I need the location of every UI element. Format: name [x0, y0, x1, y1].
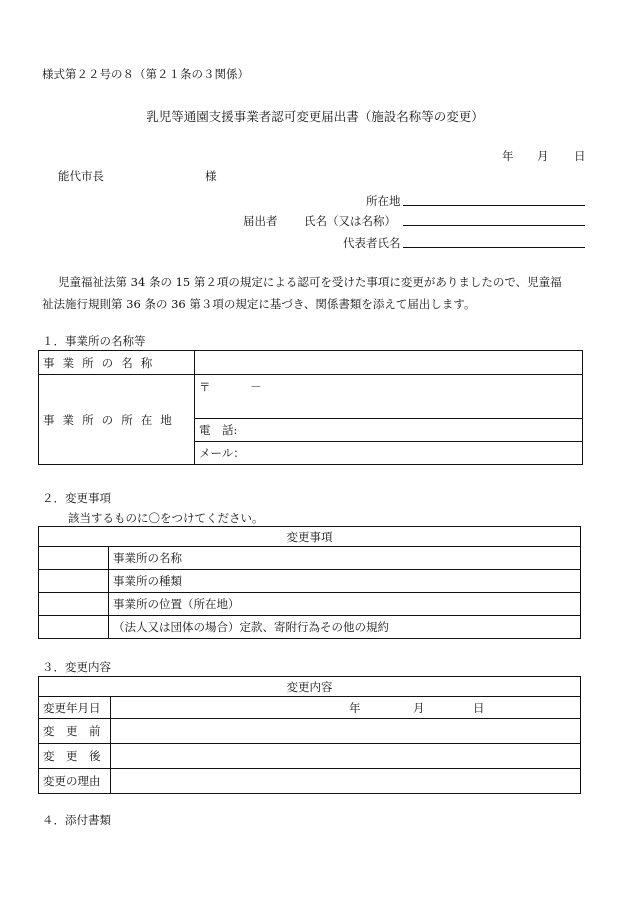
name-line[interactable]: [403, 225, 585, 226]
change-reason-cell[interactable]: [111, 769, 581, 794]
change-date-label: 変更年月日: [39, 697, 111, 719]
change-item-2: 事業所の種類: [109, 570, 581, 593]
change-mark-cell-1[interactable]: [39, 547, 109, 570]
phone-cell[interactable]: [195, 419, 583, 442]
body-text-line1: 児童福祉法第 34 条の 15 第２項の規定による認可を受けた事項に変更がありましたので、児童福: [58, 275, 562, 289]
representative-label: 代表者氏名: [343, 236, 401, 250]
before-change-cell[interactable]: [111, 719, 581, 744]
date-month-label: 月: [537, 149, 549, 163]
before-change-label: 変 更 前: [39, 719, 111, 744]
change-items-header: 変更事項: [39, 527, 581, 547]
change-date-month: 月: [413, 701, 425, 715]
postal-mark: 〒: [199, 380, 211, 394]
change-mark-cell-3[interactable]: [39, 593, 109, 616]
facility-location-label: 事業所の所在地: [39, 375, 195, 465]
change-items-table: [38, 526, 581, 639]
change-mark-cell-4[interactable]: [39, 616, 109, 639]
section3-heading: ３．変更内容: [42, 660, 111, 674]
section2-heading: ２．変更事項: [42, 491, 111, 505]
name-label: 氏名（又は名称）: [304, 214, 396, 228]
date-day-label: 日: [574, 149, 586, 163]
postal-dash: －: [250, 380, 262, 394]
address-label: 所在地: [366, 194, 401, 208]
after-change-label: 変 更 後: [39, 744, 111, 769]
facility-name-cell[interactable]: [195, 351, 583, 375]
change-date-cell[interactable]: [111, 697, 581, 719]
facility-name-label: 事業所の名称: [39, 351, 195, 375]
addressee-name: 能代市長: [58, 169, 104, 183]
change-mark-cell-2[interactable]: [39, 570, 109, 593]
applicant-group-label: 届出者: [243, 214, 278, 228]
email-label: メール：: [199, 446, 245, 460]
change-date-year: 年: [349, 701, 361, 715]
section2-instruction: 該当するものに〇をつけてください。: [68, 511, 264, 525]
change-details-table: [38, 676, 581, 794]
change-item-1: 事業所の名称: [109, 547, 581, 570]
phone-label: 電 話:: [199, 423, 238, 437]
section1-heading: １．事業所の名称等: [42, 334, 146, 348]
form-number: 様式第２２号の８（第２１条の３関係）: [42, 67, 249, 81]
change-date-day: 日: [473, 701, 485, 715]
change-details-header: 変更内容: [39, 677, 581, 697]
address-line[interactable]: [403, 205, 585, 206]
document-title: 乳児等通園支援事業者認可変更届出書（施設名称等の変更）: [146, 109, 484, 124]
body-text-line2: 祉法施行規則第 36 条の 36 第３項の規定に基づき、関係書類を添えて届出します。: [42, 297, 476, 311]
after-change-cell[interactable]: [111, 744, 581, 769]
representative-line[interactable]: [403, 247, 585, 248]
change-reason-label: 変更の理由: [39, 769, 111, 794]
change-item-4: （法人又は団体の場合）定款、寄附行為その他の規約: [109, 616, 581, 639]
change-item-3: 事業所の位置（所在地）: [109, 593, 581, 616]
postal-code-cell[interactable]: [195, 375, 583, 419]
email-cell[interactable]: [195, 442, 583, 465]
addressee-suffix: 様: [205, 169, 217, 183]
section4-heading: ４．添付書類: [42, 813, 111, 827]
date-year-label: 年: [502, 149, 514, 163]
facility-info-table: [38, 350, 583, 465]
